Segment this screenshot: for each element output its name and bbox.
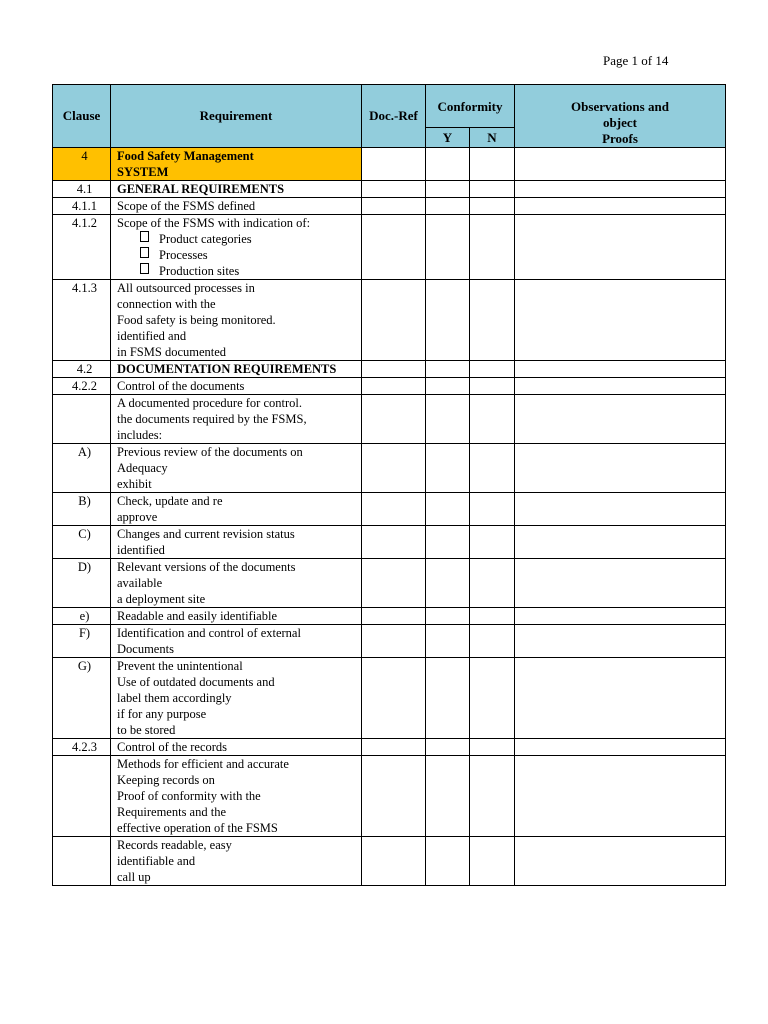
header-doc-ref: Doc.-Ref <box>362 85 426 148</box>
table-row <box>53 395 726 444</box>
requirement-cell <box>111 493 362 526</box>
requirement-line: Changes and current revision status <box>117 527 295 541</box>
requirement-line: GENERAL REQUIREMENTS <box>117 182 285 196</box>
conformity-yes-cell[interactable] <box>426 739 470 756</box>
clause-cell <box>53 756 111 837</box>
observations-cell[interactable] <box>515 395 726 444</box>
requirement-line: exhibit <box>117 477 152 491</box>
header-observations-line: Observations and <box>571 99 669 114</box>
requirement-line: Previous review of the documents on <box>117 445 303 459</box>
conformity-yes-cell[interactable] <box>426 181 470 198</box>
checkbox-icon <box>140 231 149 242</box>
doc-ref-cell[interactable] <box>362 361 426 378</box>
requirement-line: call up <box>117 870 151 884</box>
page-number: Page 1 of 14 <box>603 53 669 68</box>
conformity-no-cell[interactable] <box>470 181 515 198</box>
requirement-cell <box>111 739 362 756</box>
observations-cell[interactable] <box>515 444 726 493</box>
requirement-cell <box>111 837 362 886</box>
checkbox-icon <box>140 247 149 258</box>
clause-cell <box>53 395 111 444</box>
header-clause: Clause <box>53 85 111 148</box>
observations-cell[interactable] <box>515 198 726 215</box>
conformity-no-cell[interactable] <box>470 625 515 658</box>
observations-cell[interactable] <box>515 493 726 526</box>
conformity-yes-cell[interactable] <box>426 756 470 837</box>
requirement-cell <box>111 378 362 395</box>
header-requirement: Requirement <box>111 85 362 148</box>
conformity-no-cell[interactable] <box>470 378 515 395</box>
clause-cell: 4.1.2 <box>53 215 111 280</box>
requirement-line: Use of outdated documents and <box>117 675 275 689</box>
requirement-line: Requirements and the <box>117 805 226 819</box>
requirement-line: effective operation of the FSMS <box>117 821 278 835</box>
observations-cell[interactable] <box>515 280 726 361</box>
table-row <box>53 198 726 215</box>
requirement-cell <box>111 198 362 215</box>
bullet-text: Production sites <box>159 264 240 278</box>
requirement-line: approve <box>117 510 158 524</box>
observations-cell[interactable] <box>515 526 726 559</box>
requirement-line: Documents <box>117 642 174 656</box>
requirement-line: SYSTEM <box>117 165 169 179</box>
conformity-no-cell[interactable] <box>470 361 515 378</box>
clause-cell: e) <box>53 608 111 625</box>
requirement-line: Records readable, easy <box>117 838 232 852</box>
clause-cell: 4.2 <box>53 361 111 378</box>
checkbox-bullet-item <box>117 247 361 263</box>
doc-ref-cell[interactable] <box>362 658 426 739</box>
doc-ref-cell[interactable] <box>362 625 426 658</box>
requirement-line: a deployment site <box>117 592 206 606</box>
requirement-line: available <box>117 576 163 590</box>
clause-cell: 4.2.2 <box>53 378 111 395</box>
requirement-cell <box>111 658 362 739</box>
requirement-line: Proof of conformity with the <box>117 789 261 803</box>
header-observations-line: object <box>603 115 637 130</box>
requirement-line: identified <box>117 543 165 557</box>
requirement-line: Scope of the FSMS defined <box>117 199 256 213</box>
doc-ref-cell[interactable] <box>362 739 426 756</box>
clause-cell: 4 <box>53 148 111 181</box>
bullet-text: Processes <box>159 248 208 262</box>
conformity-no-cell[interactable] <box>470 559 515 608</box>
doc-ref-cell[interactable] <box>362 493 426 526</box>
observations-cell[interactable] <box>515 378 726 395</box>
conformity-no-cell[interactable] <box>470 198 515 215</box>
conformity-yes-cell[interactable] <box>426 198 470 215</box>
conformity-no-cell[interactable] <box>470 444 515 493</box>
requirement-cell <box>111 559 362 608</box>
table-row <box>53 148 726 181</box>
requirement-line: identified and <box>117 329 187 343</box>
requirement-line: Keeping records on <box>117 773 215 787</box>
conformity-yes-cell[interactable] <box>426 395 470 444</box>
conformity-yes-cell[interactable] <box>426 837 470 886</box>
observations-cell[interactable] <box>515 559 726 608</box>
doc-ref-cell[interactable] <box>362 148 426 181</box>
clause-cell: 4.1 <box>53 181 111 198</box>
clause-cell: B) <box>53 493 111 526</box>
conformity-no-cell[interactable] <box>470 526 515 559</box>
table-row <box>53 181 726 198</box>
requirement-cell <box>111 756 362 837</box>
table-row <box>53 658 726 739</box>
requirement-cell <box>111 215 362 280</box>
observations-cell[interactable] <box>515 148 726 181</box>
requirement-line: Relevant versions of the documents <box>117 560 296 574</box>
observations-cell[interactable] <box>515 181 726 198</box>
requirement-cell <box>111 444 362 493</box>
requirement-cell <box>111 361 362 378</box>
clause-cell: A) <box>53 444 111 493</box>
clause-cell: C) <box>53 526 111 559</box>
conformity-yes-cell[interactable] <box>426 608 470 625</box>
doc-ref-cell[interactable] <box>362 559 426 608</box>
table-row <box>53 756 726 837</box>
conformity-yes-cell[interactable] <box>426 148 470 181</box>
conformity-yes-cell[interactable] <box>426 658 470 739</box>
requirement-line: Identification and control of external <box>117 626 301 640</box>
requirement-line: the documents required by the FSMS, <box>117 412 307 426</box>
requirement-cell <box>111 280 362 361</box>
checkbox-icon <box>140 263 149 274</box>
observations-cell[interactable] <box>515 215 726 280</box>
requirement-line: connection with the <box>117 297 216 311</box>
conformity-no-cell[interactable] <box>470 658 515 739</box>
table-row <box>53 559 726 608</box>
requirement-line: Food safety is being monitored. <box>117 313 276 327</box>
checkbox-bullet-item <box>117 231 361 247</box>
requirement-line: Food Safety Management <box>117 149 254 163</box>
conformity-yes-cell[interactable] <box>426 444 470 493</box>
requirement-line: Prevent the unintentional <box>117 659 243 673</box>
observations-cell[interactable] <box>515 361 726 378</box>
conformity-no-cell[interactable] <box>470 493 515 526</box>
requirement-line: Scope of the FSMS with indication of: <box>117 216 311 230</box>
requirement-line: in FSMS documented <box>117 345 227 359</box>
header-conformity: Conformity <box>426 85 515 128</box>
requirement-line: Control of the documents <box>117 379 245 393</box>
doc-ref-cell[interactable] <box>362 378 426 395</box>
observations-cell[interactable] <box>515 756 726 837</box>
table-body <box>53 148 726 886</box>
header-conformity-yes: Y <box>426 128 470 148</box>
doc-ref-cell[interactable] <box>362 837 426 886</box>
table-row <box>53 215 726 280</box>
requirement-cell <box>111 148 362 181</box>
requirement-cell <box>111 625 362 658</box>
requirement-line: label them accordingly <box>117 691 232 705</box>
doc-ref-cell[interactable] <box>362 608 426 625</box>
requirement-line: Check, update and re <box>117 494 223 508</box>
table-row <box>53 378 726 395</box>
table-row <box>53 739 726 756</box>
conformity-no-cell[interactable] <box>470 739 515 756</box>
audit-checklist-table <box>52 84 726 886</box>
doc-ref-cell[interactable] <box>362 756 426 837</box>
table-row <box>53 837 726 886</box>
doc-ref-cell[interactable] <box>362 181 426 198</box>
conformity-no-cell[interactable] <box>470 837 515 886</box>
table-row <box>53 608 726 625</box>
doc-ref-cell[interactable] <box>362 444 426 493</box>
requirement-line: to be stored <box>117 723 176 737</box>
requirement-line: Readable and easily identifiable <box>117 609 278 623</box>
requirement-line: identifiable and <box>117 854 196 868</box>
conformity-yes-cell[interactable] <box>426 280 470 361</box>
requirement-line: All outsourced processes in <box>117 281 255 295</box>
doc-ref-cell[interactable] <box>362 280 426 361</box>
clause-cell: 4.1.1 <box>53 198 111 215</box>
checkbox-bullet-item <box>117 263 361 279</box>
conformity-yes-cell[interactable] <box>426 625 470 658</box>
table-row <box>53 625 726 658</box>
clause-cell: F) <box>53 625 111 658</box>
requirement-cell <box>111 526 362 559</box>
requirement-line: DOCUMENTATION REQUIREMENTS <box>117 362 337 376</box>
observations-cell[interactable] <box>515 608 726 625</box>
header-conformity-no: N <box>470 128 515 148</box>
doc-ref-cell[interactable] <box>362 395 426 444</box>
conformity-yes-cell[interactable] <box>426 493 470 526</box>
header-observations-line: Proofs <box>602 131 638 146</box>
table-row <box>53 526 726 559</box>
observations-cell[interactable] <box>515 625 726 658</box>
conformity-no-cell[interactable] <box>470 215 515 280</box>
requirement-line: Adequacy <box>117 461 168 475</box>
conformity-yes-cell[interactable] <box>426 526 470 559</box>
table-row <box>53 280 726 361</box>
clause-cell: 4.2.3 <box>53 739 111 756</box>
doc-ref-cell[interactable] <box>362 215 426 280</box>
table-row <box>53 444 726 493</box>
requirement-line: includes: <box>117 428 163 442</box>
conformity-no-cell[interactable] <box>470 395 515 444</box>
requirement-line: Control of the records <box>117 740 228 754</box>
conformity-no-cell[interactable] <box>470 148 515 181</box>
requirement-line: Methods for efficient and accurate <box>117 757 289 771</box>
conformity-no-cell[interactable] <box>470 608 515 625</box>
conformity-yes-cell[interactable] <box>426 378 470 395</box>
requirement-line: A documented procedure for control. <box>117 396 303 410</box>
table-row <box>53 493 726 526</box>
conformity-no-cell[interactable] <box>470 280 515 361</box>
clause-cell: G) <box>53 658 111 739</box>
clause-cell: 4.1.3 <box>53 280 111 361</box>
requirement-cell <box>111 395 362 444</box>
observations-cell[interactable] <box>515 837 726 886</box>
observations-cell[interactable] <box>515 739 726 756</box>
clause-cell: D) <box>53 559 111 608</box>
requirement-cell <box>111 181 362 198</box>
doc-ref-cell[interactable] <box>362 526 426 559</box>
bullet-text: Product categories <box>159 232 252 246</box>
table-row <box>53 361 726 378</box>
doc-ref-cell[interactable] <box>362 198 426 215</box>
conformity-no-cell[interactable] <box>470 756 515 837</box>
conformity-yes-cell[interactable] <box>426 361 470 378</box>
requirement-line: if for any purpose <box>117 707 207 721</box>
header-observations <box>515 85 726 148</box>
conformity-yes-cell[interactable] <box>426 215 470 280</box>
requirement-cell <box>111 608 362 625</box>
clause-cell <box>53 837 111 886</box>
conformity-yes-cell[interactable] <box>426 559 470 608</box>
observations-cell[interactable] <box>515 658 726 739</box>
